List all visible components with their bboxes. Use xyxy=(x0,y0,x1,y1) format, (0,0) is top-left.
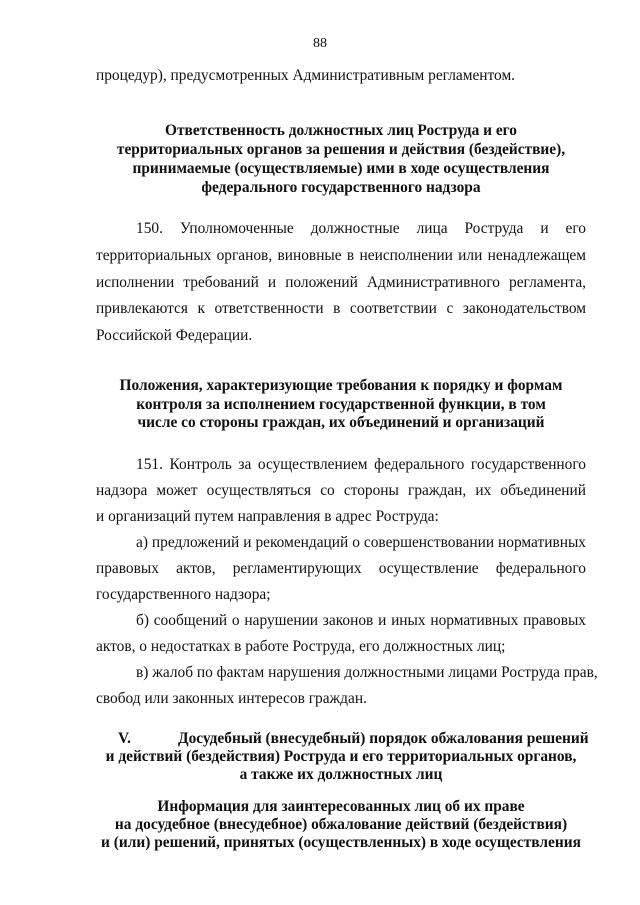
paragraph-line: 150. Уполномоченные должностные лица Роструда и его xyxy=(136,220,586,237)
section-heading-line: Ответственность должностных лиц Роструда и его xyxy=(165,122,517,139)
list-item-line: в) жалоб по фактам нарушения должностными лицами Роструда прав, xyxy=(136,664,598,681)
list-item-line: правовых актов, регламентирующих осуществление федерального xyxy=(96,560,586,577)
section-heading-line: Досудебный (внесудебный) порядок обжалования решений xyxy=(178,730,589,747)
section-heading-line: принимаемые (осуществляемые) ими в ходе осуществления xyxy=(132,160,550,177)
paragraph-line: надзора может осуществляться со стороны граждан, их объединений xyxy=(96,482,586,499)
section-heading-line: Информация для заинтересованных лиц об их праве xyxy=(157,798,525,815)
list-item-line: а) предложений и рекомендаций о совершенствовании нормативных xyxy=(136,534,586,551)
paragraph-line: Российской Федерации. xyxy=(96,327,253,344)
list-item-line: свобод или законных интересов граждан. xyxy=(96,690,367,707)
section-numeral: V. xyxy=(118,730,131,747)
section-heading-line: и (или) решений, принятых (осуществленных) в ходе осуществления xyxy=(101,834,581,851)
paragraph-line: 151. Контроль за осуществлением федерального государственного xyxy=(136,456,586,473)
page-number: 88 xyxy=(313,36,327,51)
list-item-line: б) сообщений о нарушении законов и иных нормативных правовых xyxy=(136,612,586,629)
section-heading-line: числе со стороны граждан, их объединений и организаций xyxy=(137,414,545,431)
section-heading-line: федерального государственного надзора xyxy=(201,179,481,196)
section-heading-line: и действий (бездействия) Роструда и его территориальных органов, xyxy=(105,748,577,765)
paragraph-line: привлекаются к ответственности в соответствии с законодательством xyxy=(96,300,586,317)
section-heading-line: территориальных органов за решения и действия (бездействие), xyxy=(116,141,566,158)
paragraph-line: территориальных органов, виновные в неисполнении или ненадлежащем xyxy=(96,247,586,264)
section-heading-line: на досудебное (внесудебное) обжалование действий (бездействия) xyxy=(114,816,568,833)
section-heading-line: контроля за исполнением государственной функции, в том xyxy=(136,396,546,413)
list-item-line: государственного надзора; xyxy=(96,586,271,603)
section-heading-line: Положения, характеризующие требования к порядку и формам xyxy=(119,377,563,394)
paragraph-line: и организаций путем направления в адрес Роструда: xyxy=(96,508,439,525)
section-heading-line: а также их должностных лиц xyxy=(239,766,443,783)
intro-line: процедур), предусмотренных Административным регламентом. xyxy=(96,67,516,84)
list-item-line: актов, о недостатках в работе Роструда, его должностных лиц; xyxy=(96,638,506,655)
paragraph-line: исполнении требований и положений Административного регламента, xyxy=(96,274,586,291)
